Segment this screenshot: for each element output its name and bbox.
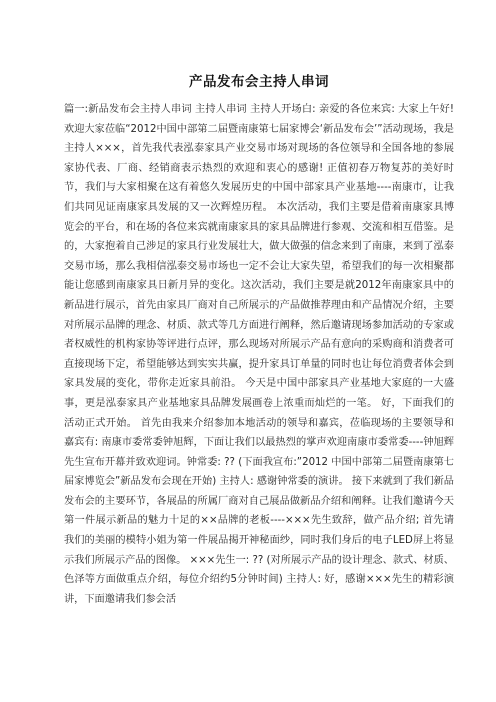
document-title: 产品发布会主持人串词 [189,74,329,90]
document-body: 篇一:新品发布会主持人串词 主持人串词 主持人开场白: 亲爱的各位来宾: 大家上午好! 欢迎大家莅临“2012中国中部第二届暨南康第七届家博会‘新品发布会’”活动现场，我是主持人×××，首先我代表泓泰家具产业交易市场对现场的各位领导和全国各地的参展家协代表、厂商、经销商表示热烈的欢迎和衷心的感谢! 正值初春万物复苏的美好时节，我们与大家相聚在这有着悠久发展历史的中国中部家具产业基地----南康市，让我们共同见证南康家具发展的又一次辉煌历程。 本次活动，我们主要是借着南康家具博览会的平台，和在场的各位来宾就南康家具的家具品牌进行参观、交流和相互借鉴。是的，大家抱着自己涉足的家具行业发展壮大，做大做强的信念来到了南康，来到了泓泰交易市场，那么我相信泓泰交易市场也一定不会让大家失望，希望我们的每一次相聚都能让您感到南康家具日新月异的变化。这次活动，我们主要是就2012年南康家具中的新品进行展示，首先由家具厂商对自己所展示的产品做推荐理由和产品情况介绍，主要对所展示品牌的理念、材质、款式等几方面进行阐释，然后邀请现场参加活动的专家或者权威性的机构家协等评进行点评，那么现场对所展示产品有意向的采购商和消费者可直接现场下定，希望能够达到实实共赢，提升家具订单量的同时也让每位消费者体会到家具发展的变化，带你走近家具前沿。 今天是中国中部家具产业基地大家庭的一大盛事，更是泓泰家具产业基地家具品牌发展画卷上浓重而灿烂的一笔。 好，下面我们的活动正式开始。 首先由我来介绍参加本地活动的领导和嘉宾，莅临现场的主要领导和嘉宾有: 南康市委常委钟旭辉，下面让我们以最热烈的掌声欢迎南康市委常委----钟旭辉先生宣布开幕并致欢迎词。钟常委: ?? (下面我宣布:”2012 中国中部第二届暨南康第七届家博览会”新品发布会现在开始) 主持人: 感谢钟常委的演讲。 接下来就到了我们新品发布会的主要环节，各展品的所属厂商对自己展品做新品介绍和阐释。让我们邀请今天第一件展示新品的魅力十足的××品牌的老板----×××先生致辞，做产品介绍; 首先请我们的美丽的模特小姐为第一件展品揭开神秘面纱，同时我们身后的电子LED屏上将显示我们所展示产品的图像。 ×××先生一: ?? (对所展示产品的设计理念、款式、材质、色泽等方面做重点介绍，每位介绍约5分钟时间) 主持人: 好，感谢×××先生的精彩演讲，下面邀请我们参会活 [64,104,454,605]
